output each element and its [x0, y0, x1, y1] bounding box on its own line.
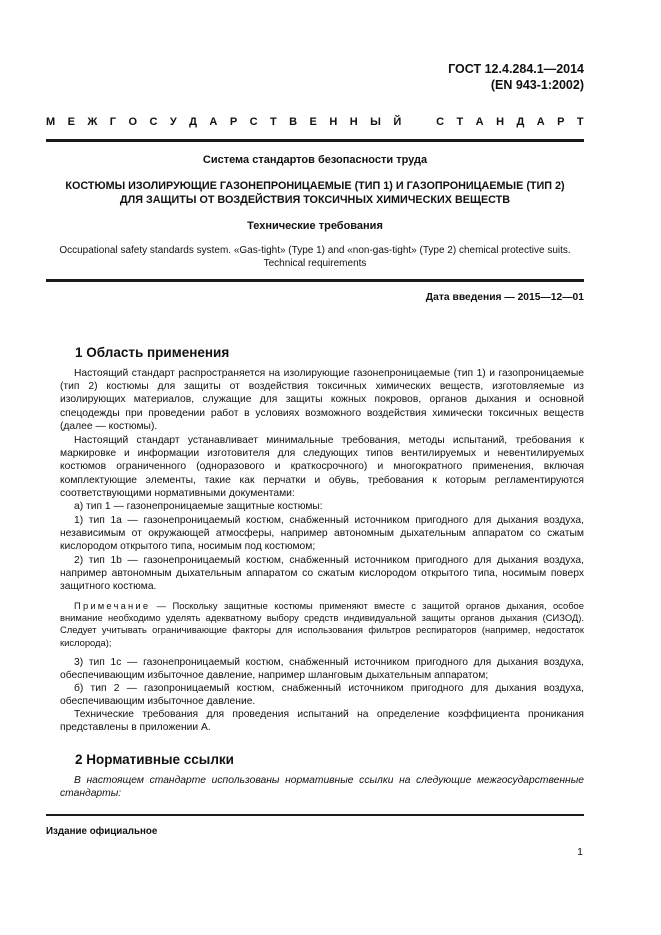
banner-letter: Н	[349, 116, 358, 128]
banner-letter: Д	[189, 116, 197, 128]
banner-letter: С	[249, 116, 258, 128]
banner-letter: А	[475, 116, 484, 128]
standard-number: ГОСТ 12.4.284.1—2014	[448, 62, 584, 76]
banner-letter: Т	[269, 116, 277, 128]
title-line: ДЛЯ ЗАЩИТЫ ОТ ВОЗДЕЙСТВИЯ ТОКСИЧНЫХ ХИМИЧЕСКИХ ВЕЩЕСТВ	[119, 193, 511, 206]
section-2-heading: 2 Нормативные ссылки	[75, 752, 234, 767]
english-title	[46, 244, 584, 270]
list-item-type-1: а) тип 1 — газонепроницаемые защитные костюмы:	[74, 501, 323, 512]
english-title-line: Occupational safety standards system. «Gas-tight» (Type 1) and «non-gas-tight» (Type 2) chemical protective suits.	[59, 245, 571, 256]
section-2-paragraph: В настоящем стандарте использованы нормативные ссылки на следующие межгосударственные стандарты:	[60, 775, 584, 800]
banner-letter: У	[169, 116, 177, 128]
footer-rule	[46, 814, 584, 816]
banner-letter: Н	[496, 116, 505, 128]
banner-letter: Е	[309, 116, 317, 128]
banner-letter: А	[209, 116, 218, 128]
banner-letter: Н	[329, 116, 338, 128]
banner-letter: О	[128, 116, 138, 128]
mid-thick-rule	[46, 279, 584, 282]
list-item-type-2: б) тип 2 — газопроницаемый костюм, снабженный источником пригодного для дыхания воздуха, обеспечивающим избыточное давление.	[60, 683, 584, 708]
banner-letter: М	[46, 116, 56, 128]
banner-letter: Р	[229, 116, 238, 128]
document-title	[46, 180, 584, 207]
section-1-paragraph: Технические требования для проведения испытаний на определение коэффициента проникания представлены в приложении А.	[60, 709, 584, 734]
list-item-type-1a: 1) тип 1а — газонепроницаемый костюм, снабженный источником пригодного для дыхания воздуха, независимым от окружающей атмосферы, например автономным дыхательным аппаратом со сжатым кислородом открытого типа, носимым под костюмом;	[60, 515, 584, 553]
list-item-type-1c: 3) тип 1с — газонепроницаемый костюм, снабженный источником пригодного для дыхания воздуха, обеспечивающим избыточное давление, например шланговым дыхательным аппаратом;	[60, 657, 584, 682]
document-subtitle: Технические требования	[247, 220, 383, 232]
list-item-type-1b: 2) тип 1b — газонепроницаемый костюм, снабженный источником пригодного для дыхания воздуха, например автономным дыхательным аппаратом со сжатым кислородом открытого типа, носимым поверх защитного костюма.	[60, 555, 584, 593]
banner-letter: Т	[456, 116, 464, 128]
banner-letter: А	[536, 116, 545, 128]
official-edition-label: Издание официальное	[46, 826, 158, 837]
interstate-standard-banner	[46, 116, 584, 128]
banner-letter: С	[149, 116, 158, 128]
banner-letter: Р	[557, 116, 565, 128]
english-title-line: Technical requirements	[263, 258, 367, 269]
note-text: — Поскольку защитные костюмы применяют вместе с защитой органов дыхания, особое внимание необходимо уделять адекватному выбору средств индивидуальной защиты органов дыхания (СИЗОД). Следует учитывать ограничивающие факторы для использования фильтров респираторов (например, недостаток кислорода);	[60, 600, 584, 648]
banner-letter: Е	[67, 116, 75, 128]
section-1-paragraph: Настоящий стандарт устанавливает минимальные требования, методы испытаний, требования к маркировке и информации изготовителя для следующих типов вентилируемых и невентилируемых костюмов ограниченного (одноразового и краткосрочного) и многократного применения, включая комплектующие элементы, такие как перчатки и обувь, требования к которым регламентируются соответствующими нормативными документами:	[60, 435, 584, 499]
banner-letter: Ы	[370, 116, 381, 128]
page-number: 1	[577, 846, 583, 858]
banner-letter: Й	[393, 116, 402, 128]
section-1-heading: 1 Область применения	[75, 345, 230, 360]
en-standard-number: (EN 943-1:2002)	[490, 78, 584, 92]
section-1-paragraph: Настоящий стандарт распространяется на изолирующие газонепроницаемые (тип 1) и газопроницаемые (тип 2) костюмы для защиты от воздействия токсичных химических веществ, изготовляемые из изолирующих материалов, служащие для защиты кожных покровов, органов дыхания и основной спецодежды при проведении работ в условиях возможного воздействия химически токсичных веществ (далее — костюмы).	[60, 368, 584, 432]
banner-letter: Д	[516, 116, 525, 128]
standards-series: Система стандартов безопасности труда	[202, 154, 428, 166]
banner-letter: С	[436, 116, 445, 128]
note-label: Примечание	[74, 600, 151, 611]
introduction-date: Дата введения — 2015—12—01	[425, 292, 584, 303]
top-thick-rule	[46, 139, 584, 142]
banner-letter: Т	[576, 116, 584, 128]
banner-letter: Г	[109, 116, 117, 128]
banner-letter: Ж	[87, 116, 98, 128]
banner-letter: В	[289, 116, 298, 128]
note-paragraph	[60, 600, 584, 649]
title-line: КОСТЮМЫ ИЗОЛИРУЮЩИЕ ГАЗОНЕПРОНИЦАЕМЫЕ (ТИП 1) И ГАЗОПРОНИЦАЕМЫЕ (ТИП 2)	[65, 180, 565, 192]
